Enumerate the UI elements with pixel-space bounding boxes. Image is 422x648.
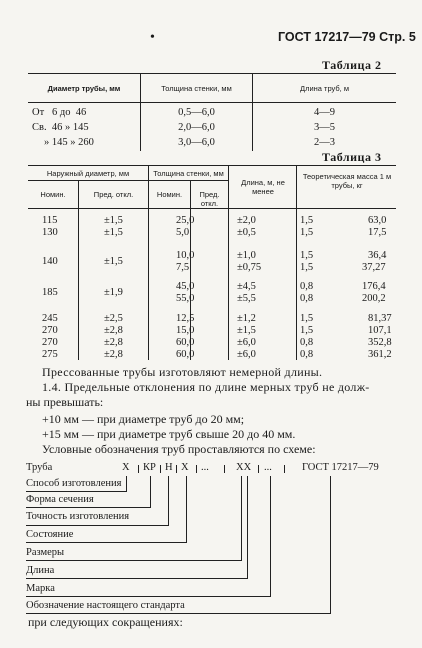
scheme-label-sizes: Размеры: [26, 547, 65, 558]
scheme-intro: Условные обозначения труб проставляются по схеме:: [42, 442, 316, 456]
table3-header-dev2: Пред. откл.: [199, 190, 220, 208]
table3-cell: 140: [42, 256, 58, 267]
table2-cell: Св. 46 » 145: [32, 122, 89, 133]
table3-cell: 130: [42, 227, 58, 238]
table3-cell: 10,0: [176, 250, 195, 261]
table3-cell: ±1,5: [104, 227, 123, 238]
scheme-dots-2: ...: [264, 462, 272, 473]
table2-cell: 0,5—6,0: [178, 107, 215, 118]
table3-cell: ±1,0: [237, 250, 256, 261]
table3-cell: 1,5: [300, 313, 314, 324]
tolerance-line-2: +15 мм — при диаметре труб свыше 20 до 40 мм.: [42, 427, 296, 441]
table3-cell: 107,1: [368, 325, 392, 336]
scheme-code-h: Н: [165, 462, 173, 473]
table3-header-dev1: Пред. откл.: [93, 190, 134, 199]
table3-cell: 17,5: [368, 227, 387, 238]
scheme-label-shape: Форма сечения: [26, 494, 94, 505]
table3-cell: 60,0: [176, 349, 195, 360]
table3-cell: ±6,0: [237, 337, 256, 348]
scheme-dots-1: ...: [201, 462, 209, 473]
table3-cell: 1,5: [300, 215, 314, 226]
table3-cell: ±1,5: [104, 215, 123, 226]
table3-cell: ±1,5: [237, 325, 256, 336]
scheme-code-x: X: [122, 462, 130, 473]
table3-cell: 60,0: [176, 337, 195, 348]
scheme-label-state: Состояние: [26, 529, 74, 540]
scheme-code-x2: X: [181, 462, 189, 473]
table3-cell: 12,5: [176, 313, 195, 324]
table3-cell: 63,0: [368, 215, 387, 226]
table3-cell: 275: [42, 349, 58, 360]
table3-caption: Таблица 3: [322, 150, 382, 164]
table3-cell: 176,4: [362, 281, 386, 292]
table3-cell: ±1,9: [104, 287, 123, 298]
table3-cell: 0,8: [300, 337, 314, 348]
table3-cell: 200,2: [362, 293, 386, 304]
table2-caption: Таблица 2: [322, 58, 382, 72]
table3-cell: ±2,8: [104, 325, 123, 336]
table3-cell: 81,37: [368, 313, 392, 324]
table2-cell: 2,0—6,0: [178, 122, 215, 133]
table3-group-wall: Толщина стенки, мм: [153, 169, 224, 178]
table3-cell: 352,8: [368, 337, 392, 348]
table2-header-diameter: Диаметр трубы, мм: [47, 84, 121, 93]
table3-cell: 1,5: [300, 250, 314, 261]
table3-cell: 270: [42, 337, 58, 348]
table2-cell: 3—5: [314, 122, 335, 133]
scheme-label-method: Способ изготовления: [26, 478, 122, 489]
table3-header-length: Длина, м, не менее: [241, 178, 285, 196]
paragraph-random-length: Прессованные трубы изготовляют немерной длины.: [42, 365, 323, 379]
scheme-label-length: Длина: [26, 565, 55, 576]
table3-cell: 36,4: [368, 250, 387, 261]
table3-cell: ±1,5: [104, 256, 123, 267]
table3-cell: ±0,5: [237, 227, 256, 238]
table3-group-diameter: Наружный диаметр, мм: [46, 169, 130, 178]
scheme-code-kp: КР: [143, 462, 156, 473]
table3-cell: 55,0: [176, 293, 195, 304]
table3-cell: 25,0: [176, 215, 195, 226]
table3-header-nom2: Номин.: [156, 190, 183, 199]
paragraph-1-4-line1: 1.4. Предельные отклонения по длине мерных труб не долж-: [42, 380, 370, 394]
table3-header-nom1: Номин.: [40, 190, 66, 199]
table3-cell: ±0,75: [237, 262, 262, 273]
page-dot: •: [150, 30, 155, 45]
table3-cell: 270: [42, 325, 58, 336]
tolerance-line-1: +10 мм — при диаметре труб до 20 мм;: [42, 412, 245, 426]
table3-cell: 1,5: [300, 325, 314, 336]
table3-cell: 0,8: [300, 293, 314, 304]
table3-cell: 0,8: [300, 349, 314, 360]
scheme-word-pipe: Труба: [26, 462, 53, 473]
scheme-gost: ГОСТ 17217—79: [302, 462, 379, 473]
table2-cell: 4—9: [314, 107, 335, 118]
table3-header-mass: Теоретическая масса 1 м трубы, кг: [302, 172, 392, 190]
page-title: ГОСТ 17217—79 Стр. 5: [278, 30, 416, 44]
table3-cell: ±6,0: [237, 349, 256, 360]
table3-cell: 5,0: [176, 227, 190, 238]
table3-cell: ±1,2: [237, 313, 256, 324]
scheme-label-standard: Обозначение настоящего стандарта: [26, 600, 185, 611]
table3-cell: 37,27: [362, 262, 386, 273]
table2-header-wall: Толщина стенки, мм: [161, 84, 232, 93]
table3-cell: ±2,8: [104, 337, 123, 348]
table3-cell: 361,2: [368, 349, 392, 360]
closing-line: при следующих сокращениях:: [28, 615, 183, 629]
table3-cell: 1,5: [300, 227, 314, 238]
table3-cell: ±4,5: [237, 281, 256, 292]
scheme-label-grade: Марка: [26, 583, 55, 594]
scheme-label-accuracy: Точность изготовления: [26, 511, 130, 522]
table3-cell: ±2,5: [104, 313, 123, 324]
table3-cell: ±2,8: [104, 349, 123, 360]
paragraph-1-4-line2: ны превышать:: [26, 395, 104, 409]
table2-cell: 3,0—6,0: [178, 137, 215, 148]
table2-cell: 2—3: [314, 137, 335, 148]
table3-cell: 185: [42, 287, 58, 298]
table3-cell: ±5,5: [237, 293, 256, 304]
table3-cell: 0,8: [300, 281, 314, 292]
table3-cell: 15,0: [176, 325, 195, 336]
scheme-code-xx: XX: [236, 462, 252, 473]
table3-cell: ±2,0: [237, 215, 256, 226]
table2-cell: От 6 до 46: [32, 107, 87, 118]
table3-cell: 7,5: [176, 262, 190, 273]
table3-cell: 245: [42, 313, 58, 324]
table3-cell: 45,0: [176, 281, 195, 292]
table2-cell: » 145 » 260: [44, 137, 94, 148]
table2-header-length: Длина труб, м: [299, 84, 350, 93]
table3-cell: 1,5: [300, 262, 314, 273]
table3-cell: 115: [42, 215, 58, 226]
